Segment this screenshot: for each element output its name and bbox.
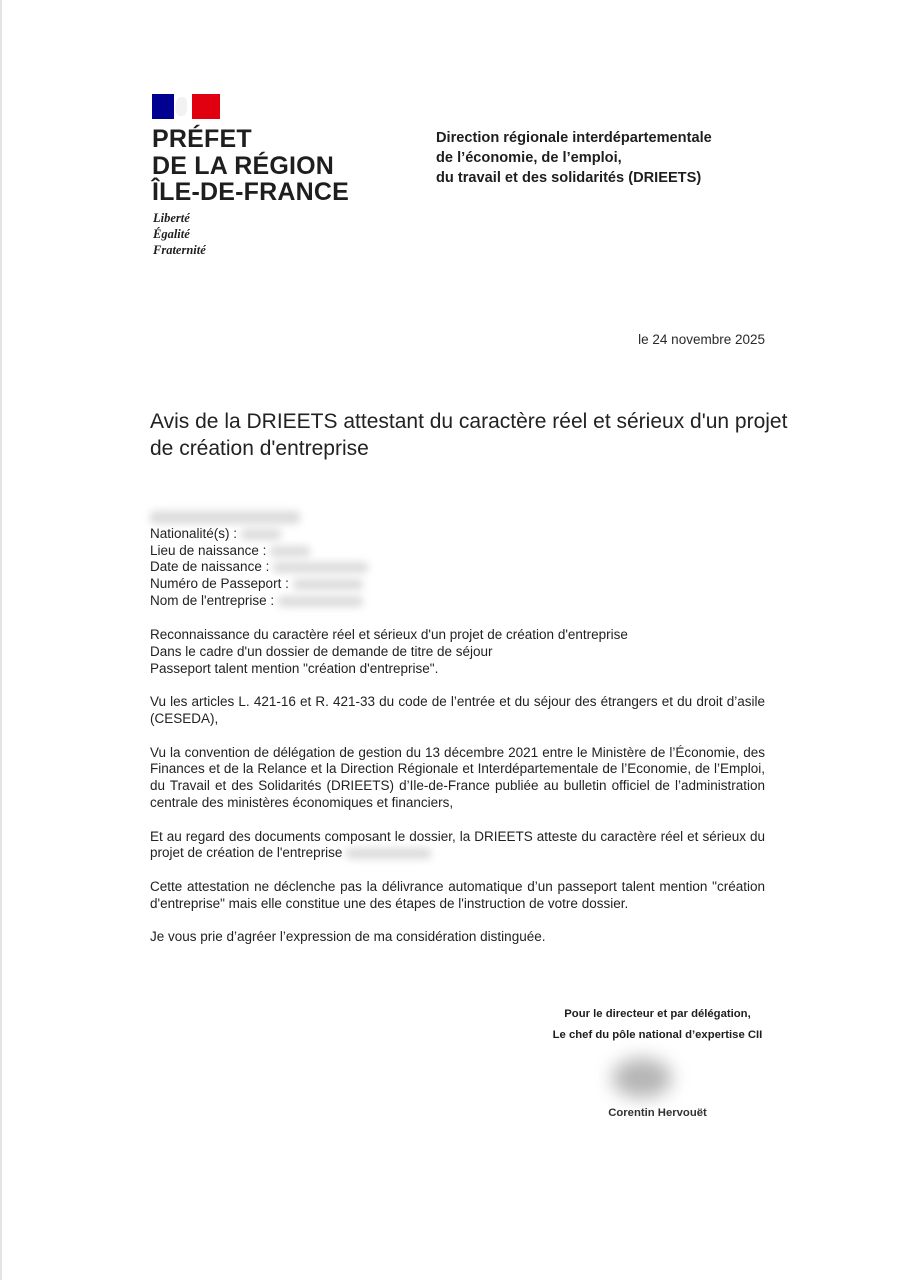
redacted-value: [273, 562, 368, 573]
direction-line: du travail et des solidarités (DRIEETS): [436, 170, 702, 186]
applicant-identity-block: [150, 509, 368, 610]
signature-role: Le chef du pôle national d’expertise CII: [552, 1029, 763, 1041]
birthplace-label: Lieu de naissance :: [150, 542, 267, 558]
issuing-direction: [436, 128, 712, 188]
closing-paragraph: Je vous prie d’agréer l’expression de ma considération distinguée.: [150, 929, 546, 945]
prefet-line: DE LA RÉGION: [152, 151, 335, 180]
redacted-applicant-name: [150, 509, 368, 526]
company-label: Nom de l'entreprise :: [150, 592, 275, 608]
letter-date: le 24 novembre 2025: [638, 332, 765, 347]
nationality-label: Nationalité(s) :: [150, 525, 238, 541]
direction-line: de l’économie, de l’emploi,: [436, 150, 622, 166]
prefet-line: ÎLE-DE-FRANCE: [152, 178, 350, 206]
document-title: Avis de la DRIEETS attestant du caractère réel et sérieux d'un projet de création d'entreprise: [150, 410, 788, 460]
recognition-line: Passeport talent mention "création d'entreprise".: [150, 660, 439, 676]
marianne-profile-icon: [175, 97, 187, 116]
signature-delegation: Pour le directeur et par délégation,: [564, 1008, 751, 1020]
regard-text: Et au regard des documents composant le dossier, la DRIEETS atteste du caractère réel et sérieux du projet de création de l'entreprise: [150, 828, 765, 861]
motto-fraternite: Fraternité: [153, 243, 206, 257]
redacted-handwritten-signature: [612, 1058, 672, 1098]
regard-paragraph: [150, 829, 765, 863]
republic-motto: [153, 210, 206, 258]
letter-body: [150, 627, 765, 963]
marianne-flag-logo: [152, 94, 220, 119]
motto-egalite: Égalité: [153, 227, 190, 241]
nationality-row: [150, 526, 368, 543]
redacted-value: [241, 529, 281, 540]
passport-label: Numéro de Passeport :: [150, 576, 289, 592]
redacted-value: [270, 546, 310, 557]
redacted-value: [278, 596, 363, 607]
redacted-company-name: [346, 848, 431, 859]
prefet-line: PRÉFET: [152, 125, 252, 153]
birthdate-row: [150, 559, 368, 576]
signer-name: Corentin Hervouët: [608, 1107, 707, 1119]
recognition-line: Reconnaissance du caractère réel et sérieux d'un projet de création d'entreprise: [150, 627, 628, 642]
flag-red-band: [192, 94, 220, 119]
passport-row: [150, 576, 368, 593]
signature-block: [520, 1004, 795, 1046]
prefet-title: [152, 126, 349, 206]
articles-paragraph: Vu les articles L. 421-16 et R. 421-33 du code de l’entrée et du séjour des étrangers et du droit d’asile (CESEDA),: [150, 694, 765, 726]
direction-line: Direction régionale interdépartementale: [436, 130, 712, 146]
company-row: [150, 593, 368, 610]
birthdate-label: Date de naissance :: [150, 559, 270, 575]
attestation-paragraph: Cette attestation ne déclenche pas la délivrance automatique d’un passeport talent mention "création d'entreprise" mais elle constitue une des étapes de l'instruction de votre dossier.: [150, 878, 765, 911]
recognition-block: [150, 627, 765, 677]
birthplace-row: [150, 543, 368, 560]
redacted-value: [293, 579, 363, 590]
page-edge: [0, 0, 2, 1280]
recognition-line: Dans le cadre d'un dossier de demande de titre de séjour: [150, 643, 493, 659]
motto-liberte: Liberté: [153, 211, 190, 225]
convention-paragraph: Vu la convention de délégation de gestion du 13 décembre 2021 entre le Ministère de l’Économie, des Finances et de la Relance et la Direction Régionale et Interdépartementale de l’Economie, de l’Emploi, du Travail et des Solidarités (DRIEETS) d’Ile-de-France publiée au bulletin officiel de l’administration centrale des ministères économiques et financiers,: [150, 744, 765, 810]
